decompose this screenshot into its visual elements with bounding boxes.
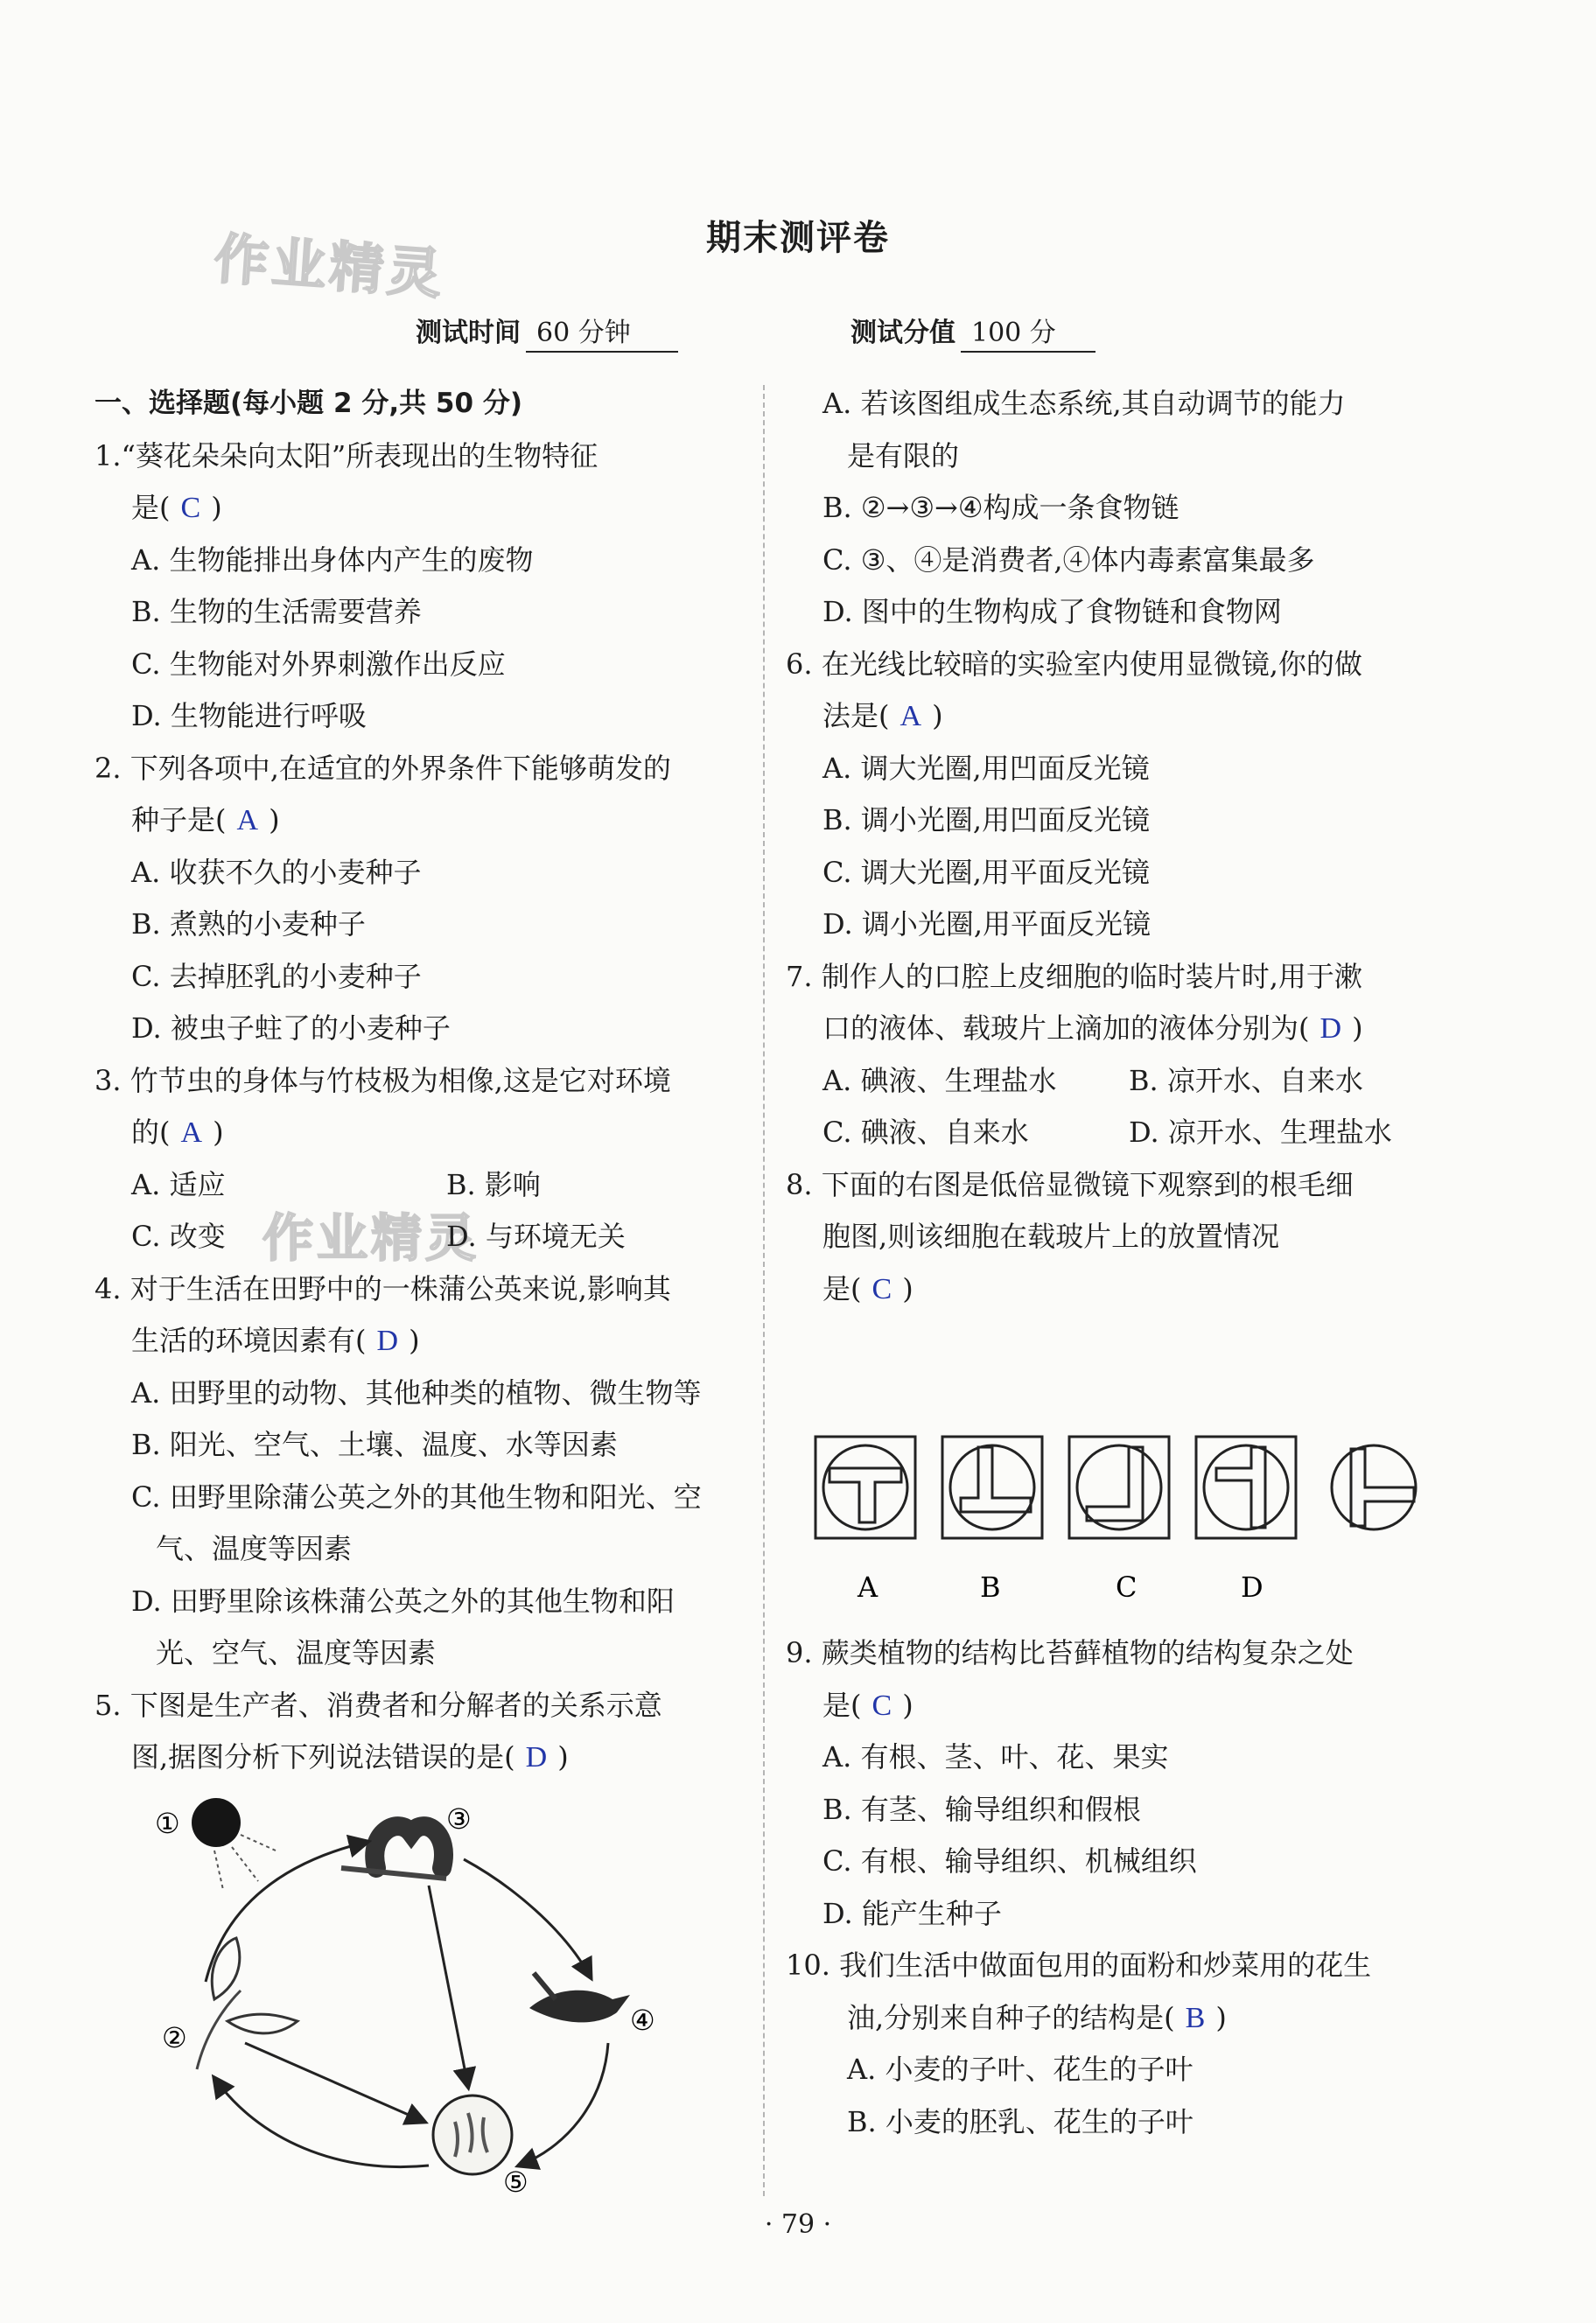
figure-b [942,1437,1042,1538]
option-b: B. 有茎、输导组织和假根 [822,1792,1141,1826]
arrow-caterpillar-to-bird [464,1859,591,1977]
label-3: ③ [446,1802,472,1836]
option-c: C. ③、④是消费者,④体内毒素富集最多 [822,542,1315,577]
option-a: A. 收获不久的小麦种子 [131,855,422,889]
option-b: B. 阳光、空气、土壤、温度、水等因素 [131,1428,618,1461]
question-stem: 8. 下面的右图是低倍显微镜下观察到的根毛细 [786,1167,1354,1201]
option-b: B. 生物的生活需要营养 [131,595,422,628]
option-a: A. 有根、茎、叶、花、果实 [822,1740,1169,1774]
arrow-caterpillar-to-decomposer [429,1886,468,2087]
right-column-lower [786,1627,1477,2148]
sun-icon [192,1798,276,1890]
question-stem-cont: 是( C ) [131,491,222,524]
option-b: B. ②→③→④构成一条食物链 [822,491,1180,524]
option-d: D. 能产生种子 [822,1896,1002,1930]
question-stem: 5. 下图是生产者、消费者和分解者的关系示意 [94,1688,662,1722]
option-row [786,1107,1477,1159]
question-10 [786,1940,1477,2148]
test-time-label: 测试时间 [416,318,521,348]
question-stem: 2. 下列各项中,在适宜的外界条件下能够萌发的 [94,751,671,785]
option-d: D. 田野里除该株蒲公英之外的其他生物和阳 [131,1584,675,1618]
option-a: A. 若该图组成生态系统,其自动调节的能力 [822,387,1346,420]
column-divider [763,385,765,2196]
question-stem: 4. 对于生活在田野中的一株蒲公英来说,影响其 [94,1271,671,1305]
question-stem-cont: 种子是( A ) [131,803,280,836]
option-b: B. 小麦的胚乳、花生的子叶 [847,2104,1194,2138]
decomposer-icon [433,2096,512,2174]
arrow-plant-to-decomposer [245,2043,424,2122]
question-8 [786,1159,1477,1316]
option-d: D. 凉开水、生理盐水 [1129,1116,1392,1149]
option-b: B. 影响 [446,1167,541,1201]
option-row [94,1159,742,1212]
option-a: A. 田野里的动物、其他种类的植物、微生物等 [131,1375,702,1410]
question-stem-cont: 油,分别来自种子的结构是( B ) [847,2000,1227,2034]
label-4: ④ [630,2004,655,2037]
question-stem-cont: 口的液体、载玻片上滴加的液体分别为( D ) [822,1011,1363,1045]
answer: C [180,492,201,524]
question-5-options [786,378,1477,639]
arrow-bird-to-decomposer [519,2043,608,2166]
right-column [786,378,1477,1315]
root-hair-figures [814,1435,1444,1610]
answer: D [376,1325,399,1357]
question-1 [94,430,742,743]
option-row [786,1055,1477,1108]
answer: D [525,1741,548,1774]
question-2 [94,743,742,1055]
option-c: C. 调大光圈,用平面反光镜 [822,855,1150,889]
question-7 [786,951,1477,1159]
test-time [416,311,678,353]
question-stem-cont: 胞图,则该细胞在载玻片上的放置情况 [822,1220,1280,1253]
watermark: 作业精灵 [212,226,447,307]
option-a: A. 适应 [131,1167,226,1201]
question-stem-cont: 图,据图分析下列说法错误的是( D ) [131,1740,569,1774]
answer: A [900,700,922,732]
section-heading: 一、选择题(每小题 2 分,共 50 分) [94,388,522,419]
test-score [850,311,1096,353]
figure-label-c: C [1116,1571,1138,1604]
option-c: C. 有根、输导组织、机械组织 [822,1844,1197,1878]
answer: B [1185,2001,1206,2034]
option-d: D. 被虫子蛀了的小麦种子 [131,1011,451,1045]
option-row [94,1211,742,1263]
arrow-decomposer-to-plant [214,2078,429,2167]
option-c: C. 去掉胚乳的小麦种子 [131,959,422,993]
answer: D [1320,1012,1342,1045]
question-stem-cont: 是( C ) [822,1271,914,1305]
option-b: B. 调小光圈,用凹面反光镜 [822,803,1151,836]
left-column [94,378,742,1784]
question-stem-cont: 是( C ) [822,1688,914,1722]
option-d: D. 图中的生物构成了食物链和食物网 [822,595,1282,628]
figure-c [1069,1437,1169,1538]
figure-label-a: A [858,1571,878,1604]
watermark: 作业精灵 [262,1208,480,1268]
question-stem: 1.“葵花朵朵向太阳”所表现出的生物特征 [94,438,598,472]
test-time-value: 60 分钟 [526,311,678,353]
option-d: D. 与环境无关 [446,1220,626,1253]
option-a: A. 碘液、生理盐水 [822,1063,1057,1097]
option-d-cont: 光、空气、温度等因素 [156,1636,437,1669]
page-title: 期末测评卷 [706,218,890,258]
question-stem: 7. 制作人的口腔上皮细胞的临时装片时,用于漱 [786,959,1362,993]
option-a-cont: 是有限的 [847,438,960,472]
option-c-cont: 气、温度等因素 [156,1532,353,1565]
question-stem-cont: 法是( A ) [822,699,943,732]
question-stem: 3. 竹节虫的身体与竹枝极为相像,这是它对环境 [94,1063,671,1097]
option-a: A. 小麦的子叶、花生的子叶 [847,2053,1194,2086]
option-c: C. 改变 [131,1220,226,1253]
figure-observed [1332,1445,1416,1529]
option-d: D. 生物能进行呼吸 [131,699,367,732]
page-number: · 79 · [764,2209,832,2240]
question-4 [94,1263,742,1680]
option-b: B. 凉开水、自来水 [1129,1063,1363,1097]
question-stem: 10. 我们生活中做面包用的面粉和炒菜用的花生 [786,1949,1372,1982]
question-stem: 6. 在光线比较暗的实验室内使用显微镜,你的做 [786,647,1362,681]
option-a: A. 调大光圈,用凹面反光镜 [822,751,1150,785]
caterpillar-icon [341,1826,446,1879]
test-score-value: 100 分 [961,311,1096,353]
figure-a [816,1437,915,1538]
answer: C [872,1272,892,1305]
answer: A [180,1116,203,1149]
label-1: ① [155,1807,180,1840]
option-b: B. 煮熟的小麦种子 [131,907,366,941]
question-6 [786,639,1477,951]
label-2: ② [162,2021,187,2054]
question-stem: 9. 蕨类植物的结构比苔藓植物的结构复杂之处 [786,1636,1354,1669]
figure-label-b: B [980,1571,1001,1604]
bird-icon [529,1973,630,2022]
option-c: C. 田野里除蒲公英之外的其他生物和阳光、空 [131,1480,702,1514]
answer: A [236,804,259,836]
answer: C [872,1689,892,1722]
label-5: ⑤ [503,2166,528,2199]
ecosystem-diagram [144,1798,687,2201]
question-9 [786,1627,1477,1940]
option-c: C. 生物能对外界刺激作出反应 [131,647,506,681]
arrow-plant-to-caterpillar [206,1842,368,1982]
option-a: A. 生物能排出身体内产生的废物 [131,542,534,577]
option-d: D. 调小光圈,用平面反光镜 [822,907,1152,941]
figure-label-d: D [1241,1571,1264,1604]
test-score-label: 测试分值 [850,318,956,348]
figure-d [1196,1437,1296,1538]
option-c: C. 碘液、自来水 [822,1116,1029,1149]
question-3 [94,1055,742,1263]
question-stem-cont: 的( A ) [131,1116,224,1149]
question-stem-cont: 生活的环境因素有( D ) [131,1324,420,1357]
question-5 [94,1680,742,1784]
